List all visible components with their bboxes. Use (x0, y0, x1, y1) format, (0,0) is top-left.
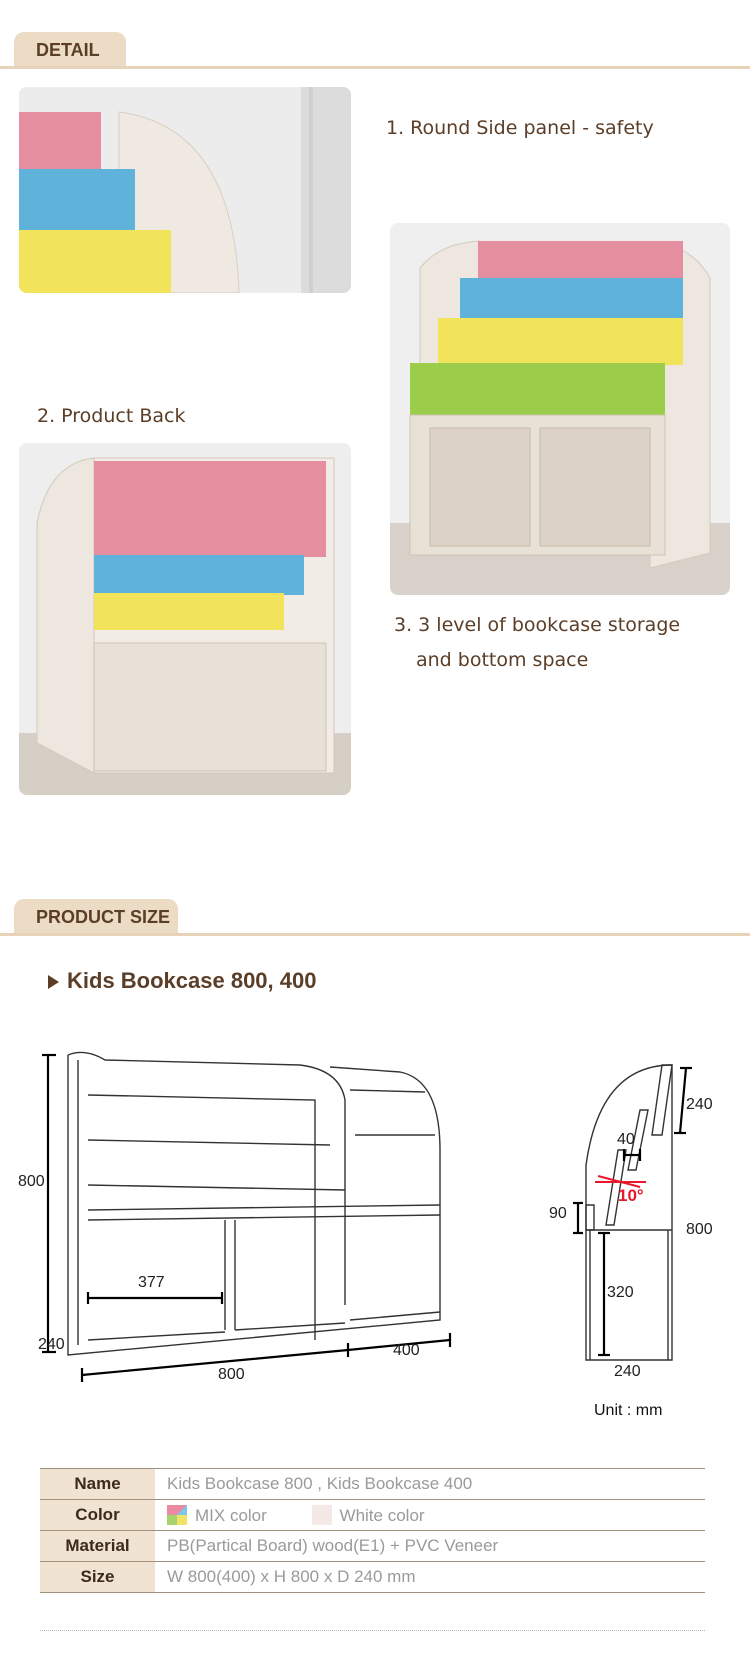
caption-storage-line2: and bottom space (416, 649, 589, 671)
spec-label-size: Size (40, 1562, 155, 1593)
dim-front-depth: 240 (38, 1336, 65, 1353)
table-row (40, 1469, 705, 1500)
dim-width-400: 400 (393, 1342, 420, 1359)
caption-product-back: 2. Product Back (37, 405, 186, 427)
dim-side-step: 40 (617, 1131, 635, 1148)
dim-side-angle: 10° (618, 1186, 644, 1205)
spec-label-color: Color (40, 1500, 155, 1531)
white-color-label: White color (339, 1505, 425, 1525)
spec-value-color (155, 1500, 705, 1531)
dim-width-800: 800 (218, 1366, 245, 1383)
table-row (40, 1531, 705, 1562)
dim-side-bottom: 320 (607, 1284, 634, 1301)
spec-value-name: Kids Bookcase 800 , Kids Bookcase 400 (155, 1469, 705, 1500)
unit-label: Unit : mm (594, 1402, 663, 1419)
detail-tab-label: DETAIL (36, 40, 100, 60)
dim-inner-width: 377 (138, 1274, 165, 1291)
white-color-swatch (312, 1505, 332, 1525)
dim-side-height: 800 (686, 1221, 713, 1238)
spec-table (40, 1468, 705, 1593)
spec-label-name: Name (40, 1469, 155, 1500)
caption-storage-line1: 3. 3 level of bookcase storage (394, 614, 681, 636)
spec-label-material: Material (40, 1531, 155, 1562)
product-size-divider (0, 933, 750, 936)
dim-front-height: 800 (18, 1173, 45, 1190)
photo-round-side-panel (19, 87, 351, 293)
dim-side-top: 240 (686, 1096, 713, 1113)
spec-value-material: PB(Partical Board) wood(E1) + PVC Veneer (155, 1531, 705, 1562)
bottom-dotted-divider (40, 1630, 705, 1631)
mix-color-swatch (167, 1505, 187, 1525)
table-row (40, 1562, 705, 1593)
product-subtitle-text: Kids Bookcase 800, 400 (67, 968, 317, 993)
triangle-bullet-icon (48, 975, 59, 989)
photo-product-back (19, 443, 351, 795)
product-size-tab-label: PRODUCT SIZE (36, 907, 171, 927)
mix-color-label: MIX color (195, 1505, 267, 1525)
detail-tab (14, 32, 126, 66)
caption-round-side: 1. Round Side panel - safety (386, 117, 654, 139)
spec-value-size: W 800(400) x H 800 x D 240 mm (155, 1562, 705, 1593)
dim-side-depth: 240 (614, 1363, 641, 1380)
table-row (40, 1500, 705, 1531)
dim-side-lip: 90 (549, 1205, 567, 1222)
detail-divider (0, 66, 750, 69)
product-subtitle (48, 968, 316, 994)
photo-bookcase-front (390, 223, 730, 595)
product-size-tab (14, 899, 178, 933)
